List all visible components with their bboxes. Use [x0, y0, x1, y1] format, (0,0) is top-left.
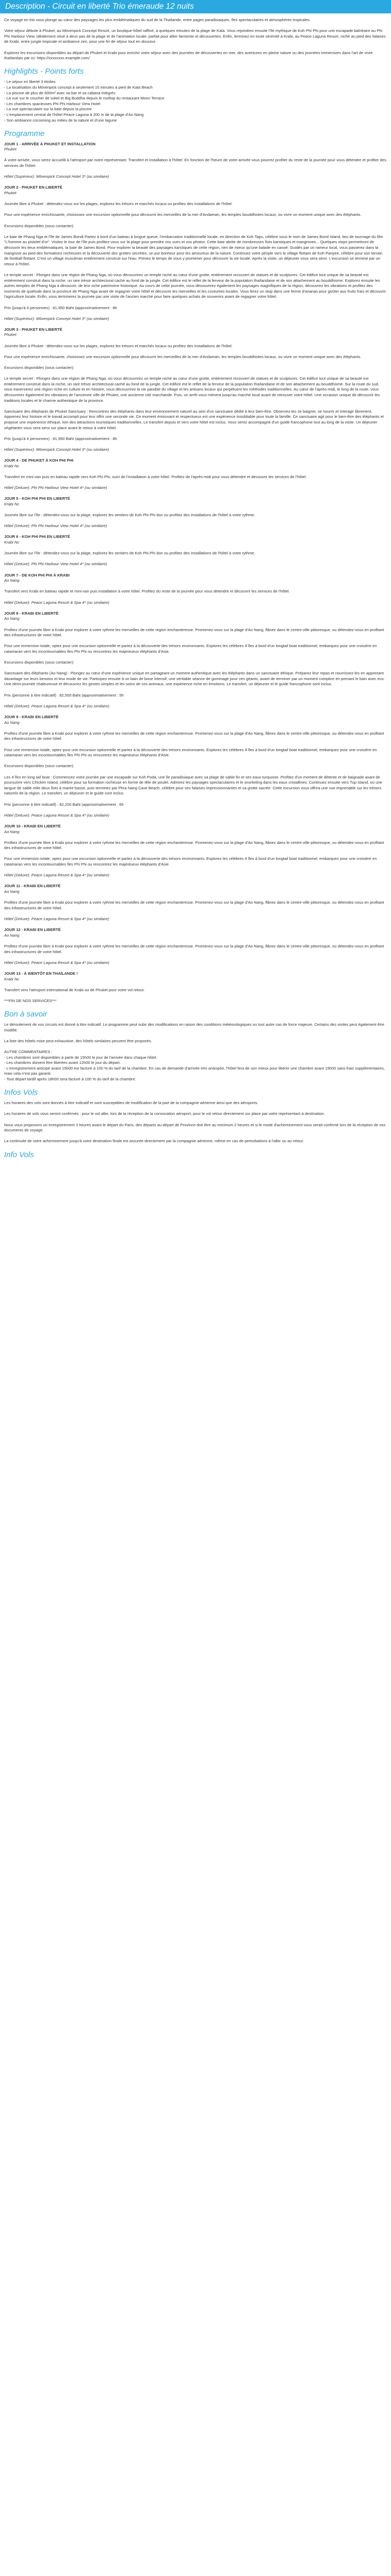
- content: [0, 18, 391, 1160]
- bon-a-savoir-paragraph: - Tout départ tardif après 18h00 sera facturé à 100 % du tarif de la chambre.: [4, 1077, 136, 1082]
- day-hotel: Hôtel (Deluxe): Phi Phi Harbour View Hotel 4* (ou similaire): [4, 485, 107, 490]
- day-paragraph: Pour une expérience enrichissante, choisissez une excursion optionnelle pour découvrir les merveilles de la mer d'Andaman, les temples bouddhistes locaux, ou vivre un moment unique avec des éléphants.: [4, 212, 362, 217]
- day-paragraph: Journée libre sur l'île : détendez-vous sur la plage, explorez les sentiers de Koh Phi Phi don ou profitez des installations de l'hôtel à votre rythme.: [4, 513, 255, 518]
- highlight-item: - Le séjour en liberté 3 étoiles: [4, 79, 56, 84]
- day-title: JOUR 5 - KOH PHI PHI EN LIBERTÉ: [4, 496, 70, 501]
- day-paragraph: Transfert en mini-van puis en bateau rapide vers Koh Phi Phi, suivi de l'installation à votre hôtel. Profitez de l'après-midi pour vous détendre et découvrir les services de l'hôtel.: [4, 474, 307, 479]
- bon-a-savoir-paragraph: Le déroulement de vos circuits est donné à titre indicatif. Le programme peut subir des modifications en raison des conditions météorologiques ou tout autre cas de force majeure. Certains des visites peut également être modifié.: [4, 1022, 384, 1032]
- infos-vols-heading-2: Info Vols: [4, 1150, 34, 1159]
- highlight-item: - Les chambres spacieuses Phi Phi Harbour View Hotel: [4, 101, 101, 106]
- day-hotel: Hôtel (Supérieur): Mövenpick Concept Hotel 3* (ou similaire): [4, 174, 109, 179]
- day-paragraph: Le temple secret : Plongez dans une région de Phang Nga, où vous découvrirez un temple niché au cœur d'une grotte, entièrement recouvert de statues et de sculptures. Cet édifice tout unique de sa beauté est entièrement construit dans la roche, un rare trésor architectural caché au fond de la jungle. Cet édifice est le reflet de la ferveur de la population thaïlandaise et de son attachement au bouddhisme. Sur la route du sud, vous traverserez une région riche en culture et en histoire, vous découvrirez la vie paisible du village et les artisans locaux qui perpétuent les méthodes traditionnelles. Au cœur de l'après-midi, le long de la route, vous découvrirez également les vibrations de l'ancienne ville de Phuket, une ancienne cité marchande. Puis, un arrêt vous mènera jusqu'au marché local avant de retrouver votre hôtel. Une occasion unique de découvrir les traditions locales et le charme authentique de la province.: [4, 376, 380, 403]
- day-location: Krabi Nc: [4, 463, 20, 468]
- day-hotel: Hôtel (Deluxe): Peace Laguna Resort & Spa 4* (ou similaire): [4, 960, 109, 965]
- day-location: Ao Nang: [4, 889, 20, 894]
- day-paragraph: Profitez d'une journée libre à Krabi pour explorer à votre rythme les merveilles de cette région enchanteresse. Promenez-vous sur la plage d'Ao Nang, flânez dans le centre-ville pittoresque, ou détendez-vous en profitant des infrastructures de votre hôtel.: [4, 900, 384, 910]
- day-hotel: Hôtel (Supérieur): Mövenpick Concept Hotel 3* (ou similaire): [4, 447, 109, 452]
- highlight-item: - Son ambiance cocooning au milieu de la nature et d'une lagune: [4, 117, 117, 123]
- infos-vols-paragraph: Les horaires des vols sont donnés à titre indicatif et sont susceptibles de modification de la part de la compagnie aérienne ainsi que des aéroports.: [4, 1100, 258, 1106]
- day-paragraph: Prix (jusqu'à 4 personnes) : 81,950 Baht (approximativement : 8h: [4, 436, 117, 441]
- day-paragraph: Pour une expérience enrichissante, choisissez une excursion optionnelle pour découvrir les merveilles de la mer d'Andaman, les temples bouddhistes locaux, ou vivre un moment unique avec des éléphants.: [4, 354, 362, 359]
- infos-vols-paragraph: Nous vous proposons un enregistrement 3 heures avant le départ du Paris, des départs au départ de Province doit être au minimum 2 heures et si le mode d'acheminement vous serait confirmé lors de la réception de vos documents de voyage.: [4, 1122, 386, 1133]
- programme-day: [4, 458, 387, 491]
- bon-a-savoir-paragraph: La liste des hôtels mise peut exhaustive, des hôtels similaires peuvent être proposés.: [4, 1038, 152, 1043]
- day-title: JOUR 8 - KRABI EN LIBERTÉ: [4, 611, 59, 616]
- highlight-item: - La vue spectaculaire sur la baie depuis la piscine: [4, 107, 92, 112]
- day-paragraph: Profitez d'une journée libre à Krabi pour explorer à votre rythme les merveilles de cette région enchanteresse. Promenez-vous sur la plage d'Ao Nang, flânez dans le centre-ville pittoresque, ou détendez-vous en profitant des infrastructures de votre hôtel.: [4, 627, 384, 638]
- day-location: Krabi Nc: [4, 540, 20, 545]
- day-hotel: Hôtel (Deluxe): Peace Laguna Resort & Spa 4* (ou similaire): [4, 703, 109, 708]
- day-paragraph: Journée libre sur l'île : détendez-vous sur la plage, explorez les sentiers de Koh Phi Phi don ou profitez des installations de l'hôtel à votre rythme.: [4, 551, 255, 556]
- day-hotel: Hôtel (Deluxe): Phi Phi Harbour View Hotel 4* (ou similaire): [4, 523, 107, 529]
- day-location: Phuket: [4, 191, 17, 196]
- infos-vols-block: [4, 1100, 387, 1144]
- day-paragraph: Les 4 îles en long tail boat : Commencez votre journée par une escapade sur Koh Poda, une île paradisiaque avec sa plage de sable fin et ses eaux turquoise. Profitez d'un moment de détente et de baignade avant de poursuivre vers Chicken Island, célèbre pour sa formation rocheuse en forme de tête de poulet. Admirez les paysages spectaculaires et le snorkeling dans les eaux cristallines. Continuez ensuite vers Tup Island, où une langue de sable relie deux îlots à marée basse, puis terminez par Phra Nang Cave Beach, célèbre pour ses falaises impressionnantes et sa grotte sacrée. Cette excursion vous offrira une vue imprenable sur les trésors naturels de la région. Le transfert, un déjeuner et le guide sont inclus.: [4, 774, 382, 796]
- day-title: JOUR 3 - PHUKET EN LIBERTÉ: [4, 327, 62, 332]
- highlight-item: - L'emplacement central de l'hôtel Peace Laguna à 200 m de la plage d'Ao Nang: [4, 112, 144, 117]
- page: [0, 0, 391, 1166]
- intro-paragraph: Explorez les excursions disponibles au départ de Phuket et Krabi pour enrichir votre séjour avec des journées de découvertes en mer, des aventures en pleine nature ou des journées immersives dans l'art de vivre thaïlandais par ici: https://xxxxxxxx.example.com/: [4, 50, 373, 61]
- day-paragraph: Transfert vers l'aéroport international de Krabi ou de Phuket pour votre vol retour.: [4, 987, 145, 992]
- programme-day: [4, 927, 387, 965]
- day-location: Ao Nang: [4, 720, 20, 725]
- day-paragraph: Pour une immersion totale, optez pour une excursion optionnelle et partez à la découverte des trésors environnants. Explorez les célèbres 4 îles à bord d'un longtail boat traditionnel, embarquez pour une croisière en catamaran vers les incontournables îles Phi Phi ou rencontrez les majestueux éléphants d'Asie.: [4, 856, 377, 867]
- day-paragraph: Profitez d'une journée libre à Krabi pour explorer à votre rythme les merveilles de cette région enchanteresse. Promenez-vous sur la plage d'Ao Nang, flânez dans le centre-ville pittoresque, ou détendez-vous en profitant des infrastructures de votre hôtel.: [4, 840, 384, 851]
- infos-vols-paragraph: La continuité de votre acheminement jusqu'à votre destination finale est assurée directement par la compagnie aérienne, même en cas de perturbations à l'aller ou au retour.: [4, 1139, 304, 1144]
- day-paragraph: Journée libre à Phuket : détendez-vous sur les plages, explorez les trésors et marchés locaux ou profitez des installations de l'hôtel.: [4, 343, 233, 348]
- bon-a-savoir-paragraph: - Les chambres sont disponibles à partir de 15h00 le jour de l'arrivée dans chaque hôtel.: [4, 1055, 157, 1060]
- day-paragraph: Profitez d'une journée libre à Krabi pour explorer à votre rythme les merveilles de cette région enchanteresse. Promenez-vous sur la plage d'Ao Nang, flânez dans le centre-ville pittoresque, ou détendez-vous en profitant des infrastructures de votre hôtel.: [4, 943, 384, 954]
- programme-day: [4, 715, 387, 818]
- title-bar: [0, 0, 391, 13]
- infos-vols-heading: Infos Vols: [4, 1088, 38, 1097]
- day-hotel: Hôtel (Deluxe): Peace Laguna Resort & Spa 4* (ou similaire): [4, 873, 109, 878]
- day-paragraph: Prix (jusqu'à 4 personnes) : 81,950 Baht (approximativement : 8h: [4, 305, 117, 310]
- intro-paragraph: Ce voyage en trio vous plonge au cœur des paysages les plus emblématiques du sud de la Thaïlande, entre pages paradisiaques, îles spectaculaires et atmosphères tropicales.: [4, 18, 311, 22]
- day-location: Ao Nang: [4, 578, 20, 583]
- day-paragraph: Excursions disponibles (sous contacter):: [4, 365, 74, 370]
- highlight-item: - La piscine de plus de 600m² avec sa bar et sa cabana intégrés: [4, 90, 116, 95]
- day-paragraph: Profitez d'une journée libre à Krabi pour explorer à votre rythme les merveilles de cette région enchanteresse. Promenez-vous sur la plage d'Ao Nang, flânez dans le centre-ville pittoresque, ou détendez-vous en profitant des infrastructures de votre hôtel.: [4, 731, 384, 741]
- bon-a-savoir-heading: Bon à savoir: [4, 1010, 47, 1019]
- day-paragraph: ***FIN DE NOS SERVICES***: [4, 998, 57, 1003]
- programme-days: [4, 142, 387, 1004]
- day-title: JOUR 6 - KOH PHI PHI EN LIBERTÉ: [4, 534, 70, 539]
- day-location: Krabi Nc: [4, 501, 20, 506]
- day-paragraph: Transfert vers Krabi en bateau rapide et mini-van puis installation à votre hôtel. Profitez du reste de la journée pour vous détendre et découvrir les services de l'hôtel.: [4, 589, 290, 594]
- intro: [4, 18, 387, 61]
- day-paragraph: Sanctuaire des éléphants (Ao Nang) : Plongez au cœur d'une expérience unique en partageant un moment authentique avec les éléphants dans un sanctuaire éthique. Préparez leur repas et nourrissez-les en apprenant davantage sur leurs besoins et leur mode de vie. Participez ensuite à un bain de boue intensif, une véritable séance de gommage pour ces géants, avant de terminer par un moment complice en prenant le bain avec eux. Une demi-journée chaleureuse et découvrez les gestes simples et les soins de ces animaux, une expérience riche en émotions. Le transfert, un déjeuner et le guide francophone sont inclus.: [4, 671, 385, 687]
- day-title: JOUR 7 - DE KOH PHI PHI À KRABI: [4, 572, 70, 578]
- programme-day: [4, 496, 387, 529]
- day-hotel: Hôtel (Deluxe): Peace Laguna Resort & Spa 4* (ou similaire): [4, 917, 109, 921]
- page-title: Description - Circuit en liberté Trio émeraude 12 nuits: [5, 2, 194, 11]
- programme-day: [4, 185, 387, 321]
- day-paragraph: Pour une immersion totale, optez pour une excursion optionnelle et partez à la découverte des trésors environnants. Explorez les célèbres 4 îles à bord d'un longtail boat traditionnel, embarquez pour une croisière en catamaran vers les incontournables îles Phi Phi ou rencontrez les majestueux éléphants d'Asie.: [4, 747, 377, 758]
- programme-day: [4, 971, 387, 1004]
- day-title: JOUR 1 - ARRIVÉE À PHUKET ET INSTALLATION: [4, 141, 96, 146]
- day-title: JOUR 2 - PHUKET EN LIBERTÉ: [4, 185, 62, 190]
- programme-heading: Programme: [4, 129, 45, 138]
- day-location: Ao Nang: [4, 933, 20, 938]
- day-title: JOUR 11 - KRABI EN LIBERTÉ: [4, 884, 61, 889]
- day-paragraph: Le baie de Phang Nga et l'île de James Bondi Partez à bord d'un bateau à longue queue, l'embarcation traditionnelle locale, en direction de Koh Tapu, célèbre sous le nom de James Bond Island, lieu de tournage du film "L'homme au pistolet d'or". Visitez le tour de l'île puis profitez-vous sur la plage pour prendre vos vues et vos photos. Cette baie abrite de nombreuses îlots karstiques et mangroves... Quelques stops permettront de découvrir les lieux emblématiques, la baie de James Bond. Pour explorer la beauté des paysages karstiques de cette région, rien de mieux qu'une balade en canoë. Guidés par un rameur local, vous passerez dans la mangrove au pied des formations rocheuses et la découverte des grottes secrètes, un pur bonheur pour les amoureux de la nature. Continuez votre périple vers le village flottant de Koh Panyee, célèbre pour son terrain de football flottant. C'est un village musulman entièrement construit sur l'eau. Prenez le temps de vous y promener pour découvrir la vie locale. Après la visite, un déjeuner vous sera servi. L'excursion se termine par un retour à l'hôtel.: [4, 234, 383, 266]
- day-paragraph: À votre arrivée, vous serez accueilli à l'aéroport par notre représentant. Transfert et installation à l'hôtel. En fonction de l'heure de votre arrivée vous pourrez profiter du reste de la journée pour vous détendre et profiter des services de l'hôtel.: [4, 158, 386, 168]
- day-paragraph: Le temple secret : Plongez dans une région de Phang Nga, où vous découvrirez un temple niché au cœur d'une grotte, entièrement recouvert de statues et de sculptures. Cet édifice tout unique de sa beauté est entièrement construit dans la roche, un rare trésor architectural caché au fond de la jungle. Cet édifice est le reflet de la ferveur de la population thaïlandaise et de son attachement au bouddhisme. Explorez ensuite les autres temples de Phang Nga à découvrir, de leur riche patrimoine historique. Au cours de cette journée, vous découvrirez également les paysages magnifiques de la région, découvrez les vibrations et profitez des moments de quiétude dans la province de Phang Nga avant de regagner votre hôtel et découvrir les merveilles et les coutumes locales. Vous ferez un stop dans une ferme d'ananas pour goûter aux fruits frais et découvrir l'agriculture locale. Enfin, vous terminerez la journée par une visite de l'ancien marché pour faire quelques achats de souvenirs avant de regagner votre hôtel.: [4, 272, 386, 299]
- infos-vols-paragraph: Les horaires de vols vous seront confirmés : pour le vol aller, lors de la réception de la convocation aéroport, pour le vol retour directement sur place par votre représentant à destination.: [4, 1111, 325, 1116]
- bon-a-savoir-paragraph: AUTRE COMMENTAIRES :: [4, 1049, 53, 1055]
- day-location: Ao Nang: [4, 829, 20, 834]
- day-paragraph: Pour une immersion totale, optez pour une excursion optionnelle et partez à la découverte des trésors environnants. Explorez les célèbres 4 îles à bord d'un longtail boat traditionnel, embarquez pour une croisière en catamaran vers les incontournables îles Phi Phi ou rencontrez les majestueux éléphants d'Asie.: [4, 643, 377, 654]
- day-location: Ao Nang: [4, 616, 20, 621]
- day-hotel: Hôtel (Deluxe): Peace Laguna Resort & Spa 4* (ou similaire): [4, 600, 109, 605]
- bon-a-savoir-block: [4, 1022, 387, 1082]
- highlights-list: [4, 79, 387, 123]
- highlights-heading: Highlights - Points forts: [4, 67, 84, 76]
- day-title: JOUR 4 - DE PHUKET À KOH PHI PHI: [4, 458, 74, 463]
- day-paragraph: Prix (personne à titre indicatif) : 82,200 Baht (approximativement : 6h: [4, 802, 124, 807]
- day-location: Phuket: [4, 332, 17, 337]
- day-title: JOUR 12 - KRABI EN LIBERTÉ: [4, 927, 61, 933]
- day-location: Krabi Nc: [4, 976, 20, 981]
- day-hotel: Hôtel (Supérieur): Mövenpick Concept Hotel 3* (ou similaire): [4, 316, 109, 321]
- day-title: JOUR 10 - KRABI EN LIBERTÉ: [4, 823, 61, 828]
- day-paragraph: Prix (personne à titre indicatif) : 82,500 Baht (approximativement : 5h: [4, 692, 124, 698]
- highlight-item: - La vue sur le coucher de soleil et Big Buddha depuis le rooftop du restaurant Moon Terrace: [4, 96, 165, 101]
- programme-day: [4, 534, 387, 567]
- programme-day: [4, 884, 387, 922]
- day-paragraph: Excursions disponibles (sous contacter):: [4, 660, 74, 665]
- programme-day: [4, 824, 387, 878]
- day-paragraph: Sanctuaire des éléphants de Phuket Sanctuary : Rencontrez des éléphants dans leur environnement naturel au sein d'un sanctuaire dédié à leur bien-être. Observez-les se baigner, se nourrir et interagir librement. Apprenez leur histoire et le travail accompli pour leur offrir une seconde vie. Ce moment émouvant et respectueux est une expérience inoubliable pour toute la famille. Ce sanctuaire agit pour le bien-être des éléphants et propose une expérience éthique, loin des attractions touristiques traditionnelles. Le transfert depuis et vers votre hôtel est inclus. Vous serez accompagné d'un guide francophone tout au long de la visite. Un déjeuner végétarien vous sera servi sur place avant le retour à votre hôtel.: [4, 409, 384, 430]
- day-hotel: Hôtel (Deluxe): Peace Laguna Resort & Spa 4* (ou similaire): [4, 812, 109, 818]
- day-paragraph: Excursions disponibles (sous contacter):: [4, 223, 74, 228]
- day-paragraph: Journée libre à Phuket : détendez-vous sur les plages, explorez les trésors et marchés locaux ou profitez des installations de l'hôtel.: [4, 201, 233, 207]
- programme-day: [4, 611, 387, 709]
- intro-paragraph: Votre séjour débute à Phuket, au Mövenpick Concept Resort, un boutique-hôtel raffiné, à quelques minutes de la plage de Kata. Vous rejoindrez ensuite l'île mythique de Koh Phi Phi pour une escapade balnéaire au Phi Phi Harbour View, idéalement situé à deux pas de la plage et de l'animation locale, parfait pour allier farniente et découvertes. Enfin, terminez en toute sérénité à Krabi, au Peace Laguna Resort, niché au pied des falaises de Krabi, entre jungle tropicale et ambiance zen, pour une fin de séjour tout en douceur.: [4, 28, 386, 44]
- bon-a-savoir-paragraph: - L'enregistrement anticipé avant 15h00 est facturé à 100 % du tarif de la chambre. En cas de demande d'arrivée très anticipée, l'hôtel fera de son mieux pour libérer une chambre avant 15h00 sans frais supplémentaires, mais cela n'est pas garanti.: [4, 1065, 385, 1076]
- highlight-item: - La localisation du Mövenpick concept à seulement 10 minutes à pied de Kata Beach: [4, 84, 153, 90]
- day-paragraph: Excursions disponibles (sous contacter):: [4, 764, 74, 769]
- programme-day: [4, 573, 387, 606]
- programme-day: [4, 142, 387, 180]
- day-hotel: Hôtel (Deluxe): Phi Phi Harbour View Hotel 4* (ou similaire): [4, 562, 107, 567]
- programme-day: [4, 327, 387, 453]
- day-location: Phuket: [4, 147, 17, 152]
- day-title: JOUR 13 - À BIENTÔT EN THAÏLANDE !: [4, 971, 78, 976]
- day-title: JOUR 9 - KRABI EN LIBERTÉ: [4, 715, 59, 720]
- bon-a-savoir-paragraph: - Les chambres doivent être libérées avant 12h00 le jour du départ.: [4, 1060, 121, 1065]
